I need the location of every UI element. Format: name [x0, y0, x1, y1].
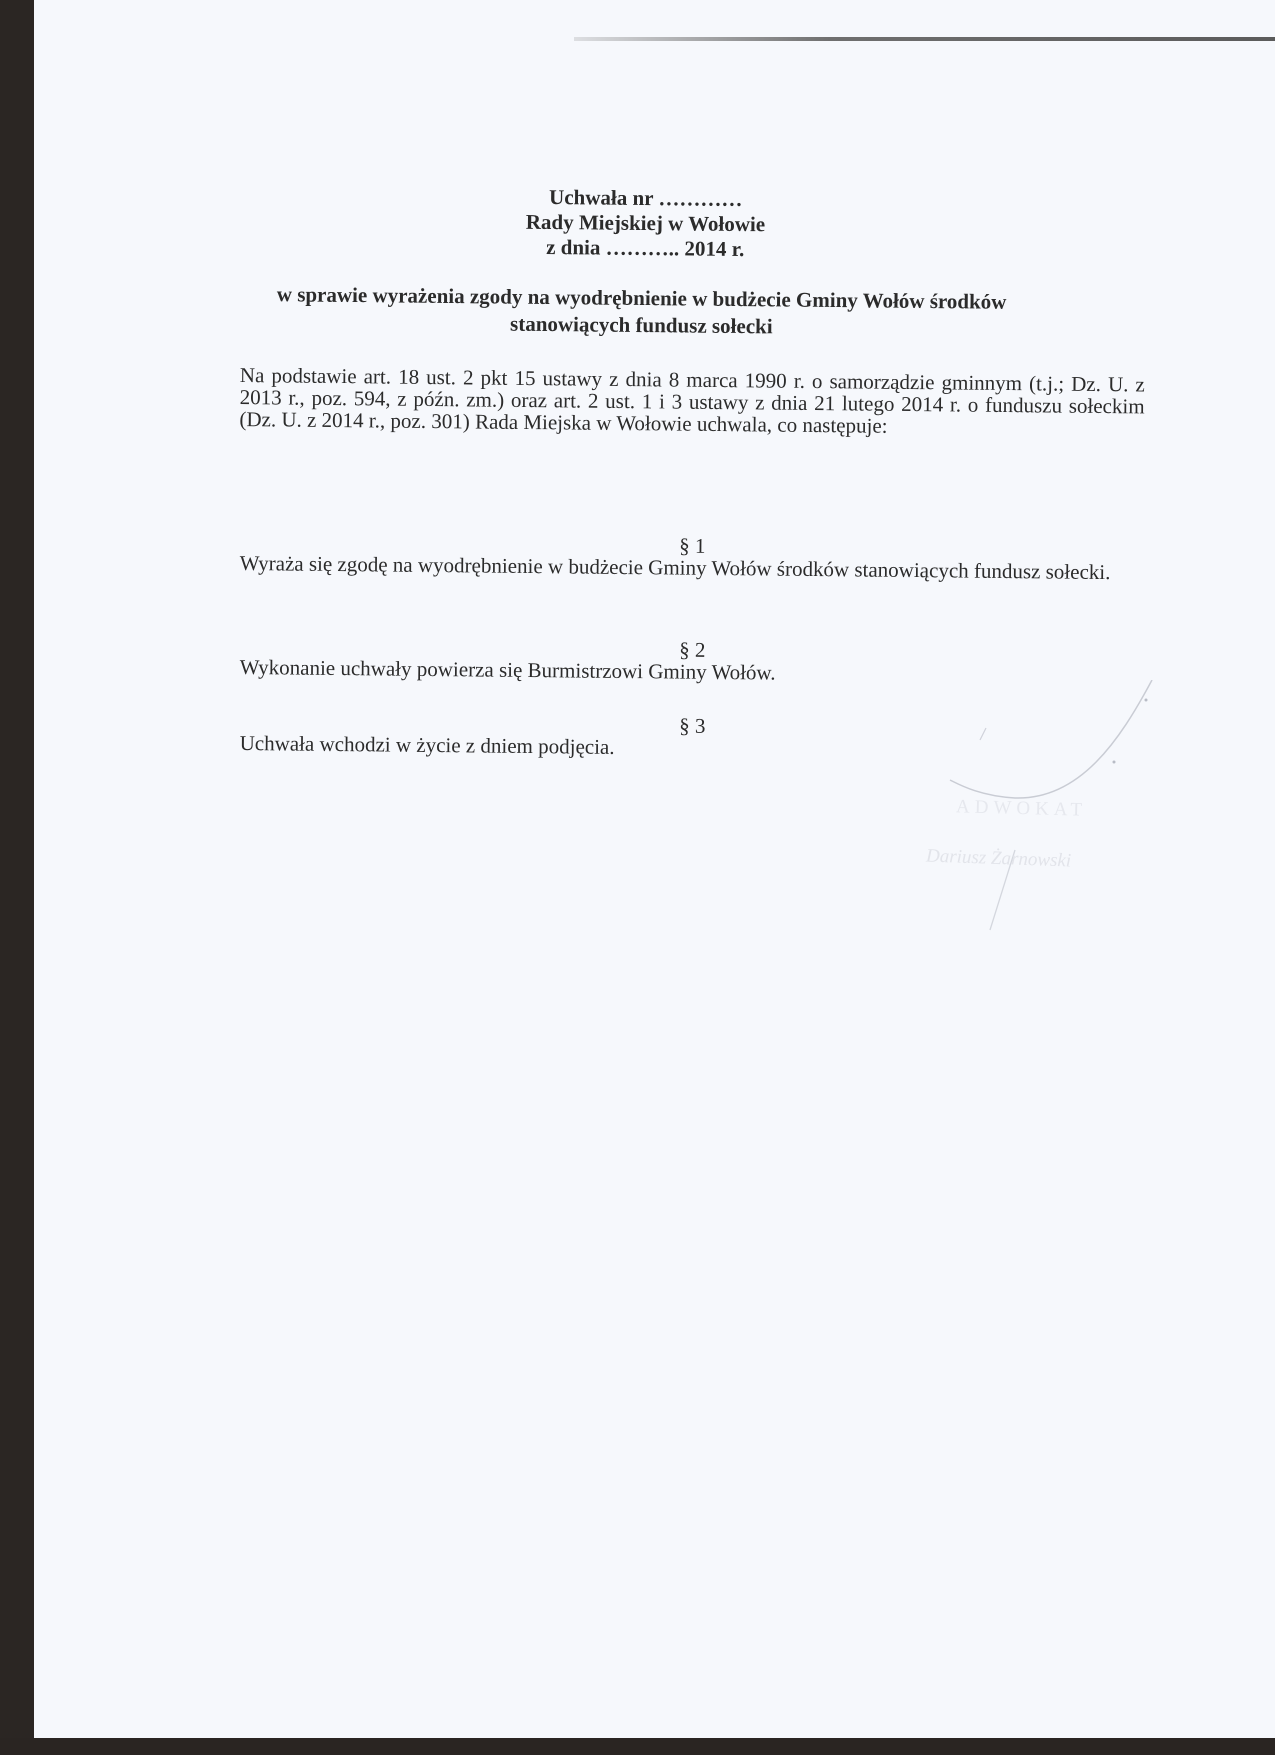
section-3-text: Uchwała wchodzi w życie z dniem podjęcia.	[239, 730, 615, 759]
section-1-symbol: § 1	[679, 533, 706, 558]
scan-bottom-edge	[0, 1738, 1275, 1755]
top-rule-line	[574, 37, 1275, 41]
stamp-name: Dariusz Żarnowski	[925, 845, 1072, 872]
section-1	[240, 530, 1145, 583]
resolution-number: Uchwała nr …………	[548, 184, 743, 212]
subject-line-1: w sprawie wyrażenia zgody na wyodrębnienie w budżecie Gminy Wołów środków	[276, 282, 1007, 314]
stamp-title: ADWOKAT	[955, 796, 1088, 821]
section-2-text: Wykonanie uchwały powierza się Burmistrzowi Gminy Wołów.	[239, 654, 776, 685]
section-1-text: Wyraża się zgodę na wyodrębnienie w budżecie Gminy Wołów środków stanowiących fundusz sołecki.	[239, 550, 1111, 585]
section-2-symbol: § 2	[679, 637, 706, 662]
legal-basis-text: Na podstawie art. 18 ust. 2 pkt 15 ustawy z dnia 8 marca 1990 r. o samorządzie gminnym (t.j.; Dz. U. z 2013 r., poz. 594, z późn. zm.) oraz art. 2 ust. 1 i 3 ustawy z dnia 21 lutego 2014 r. o funduszu sołeckim (Dz. U. z 2014 r., poz. 301) Rada Miejska w Wołowie uchwala, co następuje:	[239, 363, 1145, 438]
faded-signature-stamp	[920, 680, 1160, 940]
subject-line-2: stanowiących fundusz sołecki	[509, 311, 773, 339]
resolution-header	[8, 179, 1275, 267]
council-name: Rady Miejskiej w Wołowie	[525, 209, 766, 237]
legal-basis-paragraph	[239, 364, 1145, 439]
section-3-symbol: § 3	[679, 713, 706, 738]
resolution-date: z dnia ……….. 2014 r.	[546, 234, 745, 262]
